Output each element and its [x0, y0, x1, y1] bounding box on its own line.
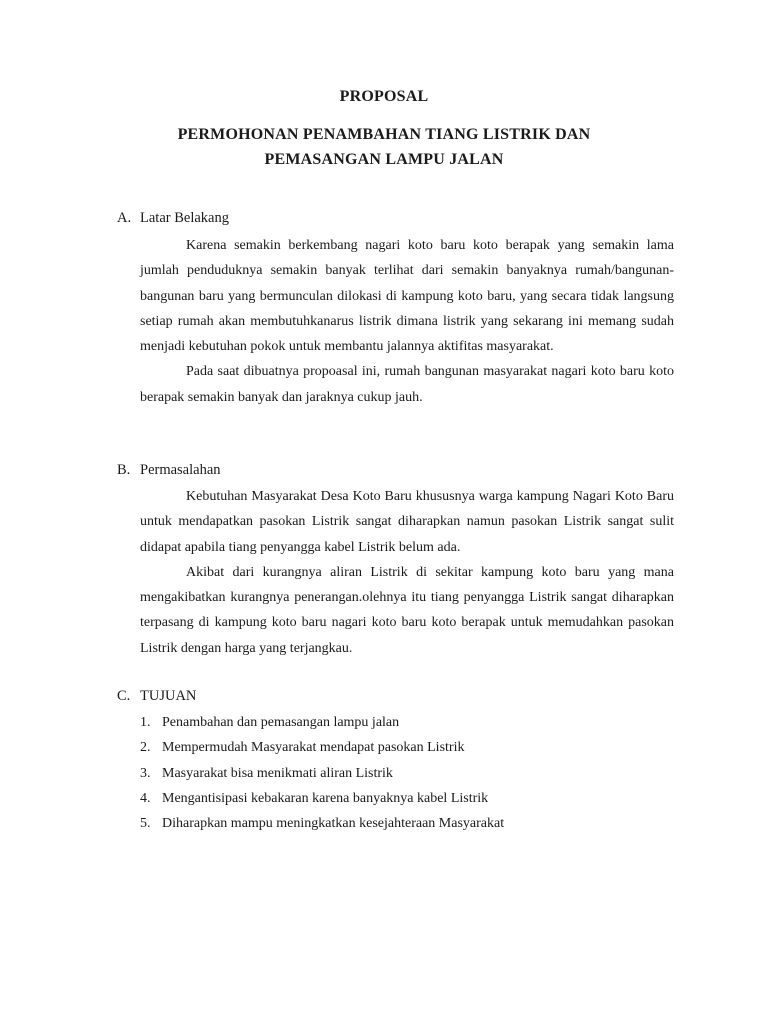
section-a-title: Latar Belakang — [140, 210, 229, 226]
list-item-text: Masyarakat bisa menikmati aliran Listrik — [162, 765, 393, 781]
list-item-number: 2. — [140, 740, 151, 756]
section-c-letter: C. — [117, 688, 131, 704]
subtitle-line-1: PERMOHONAN PENAMBAHAN TIANG LISTRIK DAN — [177, 126, 591, 143]
section-c-heading — [117, 688, 196, 705]
list-item-number: 1. — [140, 715, 151, 730]
section-b-letter: B. — [117, 462, 131, 478]
list-item — [140, 811, 504, 836]
tujuan-list — [140, 710, 504, 836]
section-a-paragraph-2: Pada saat dibuatnya propoasal ini, rumah bangunan masyarakat nagari koto baru koto berapak semakin banyak dan jaraknya cukup jauh. — [140, 364, 674, 405]
list-item — [140, 735, 504, 760]
list-item-text: Mempermudah Masyarakat mendapat pasokan Listrik — [162, 740, 465, 756]
list-item-text: Diharapkan mampu meningkatkan kesejahteraan Masyarakat — [162, 816, 505, 832]
list-item — [140, 786, 504, 811]
subtitle-line-2: PEMASANGAN LAMPU JALAN — [264, 151, 504, 168]
section-a-heading — [117, 210, 229, 227]
list-item-text: Mengantisipasi kebakaran karena banyaknya kabel Listrik — [162, 790, 489, 806]
section-b-body — [140, 484, 674, 661]
section-b-heading — [117, 462, 221, 479]
section-c-title: TUJUAN — [140, 688, 197, 704]
list-item-number: 4. — [140, 790, 151, 806]
document-subtitle — [0, 122, 768, 172]
list-item-number: 5. — [140, 816, 151, 832]
section-b-title: Permasalahan — [140, 462, 221, 478]
section-b-paragraph-1: Kebutuhan Masyarakat Desa Koto Baru khususnya warga kampung Nagari Koto Baru untuk mendapatkan pasokan Listrik sangat diharapkan namun pasokan Listrik sangat sulit didapat apabila tiang penyangga kabel Listrik belum ada. — [140, 489, 674, 555]
list-item — [140, 710, 504, 735]
section-a-letter: A. — [117, 210, 132, 226]
section-a-body — [140, 233, 674, 410]
document-title: PROPOSAL — [339, 88, 429, 105]
list-item-number: 3. — [140, 765, 151, 781]
list-item-text: Penambahan dan pemasangan lampu jalan — [162, 715, 400, 730]
section-b-paragraph-2: Akibat dari kurangnya aliran Listrik di sekitar kampung koto baru yang mana mengakibatkan kurangnya penerangan.olehnya itu tiang penyangga Listrik sangat diharapkan terpasang di kampung koto baru nagari koto baru koto berapak untuk memudahkan pasokan Listrik dengan harga yang terjangkau. — [140, 564, 674, 656]
section-a-paragraph-1: Karena semakin berkembang nagari koto baru koto berapak yang semakin lama jumlah penduduknya semakin banyak terlihat dari semakin banyaknya rumah/bangunan-bangunan baru yang bermunculan dilokasi di kampung koto baru, yang secara tidak langsung setiap rumah akan membutuhkanarus listrik dimana listrik yang sekarang ini memang sudah menjadi kebutuhan pokok untuk membantu jalannya aktifitas masyarakat. — [140, 238, 674, 355]
list-item — [140, 761, 504, 786]
